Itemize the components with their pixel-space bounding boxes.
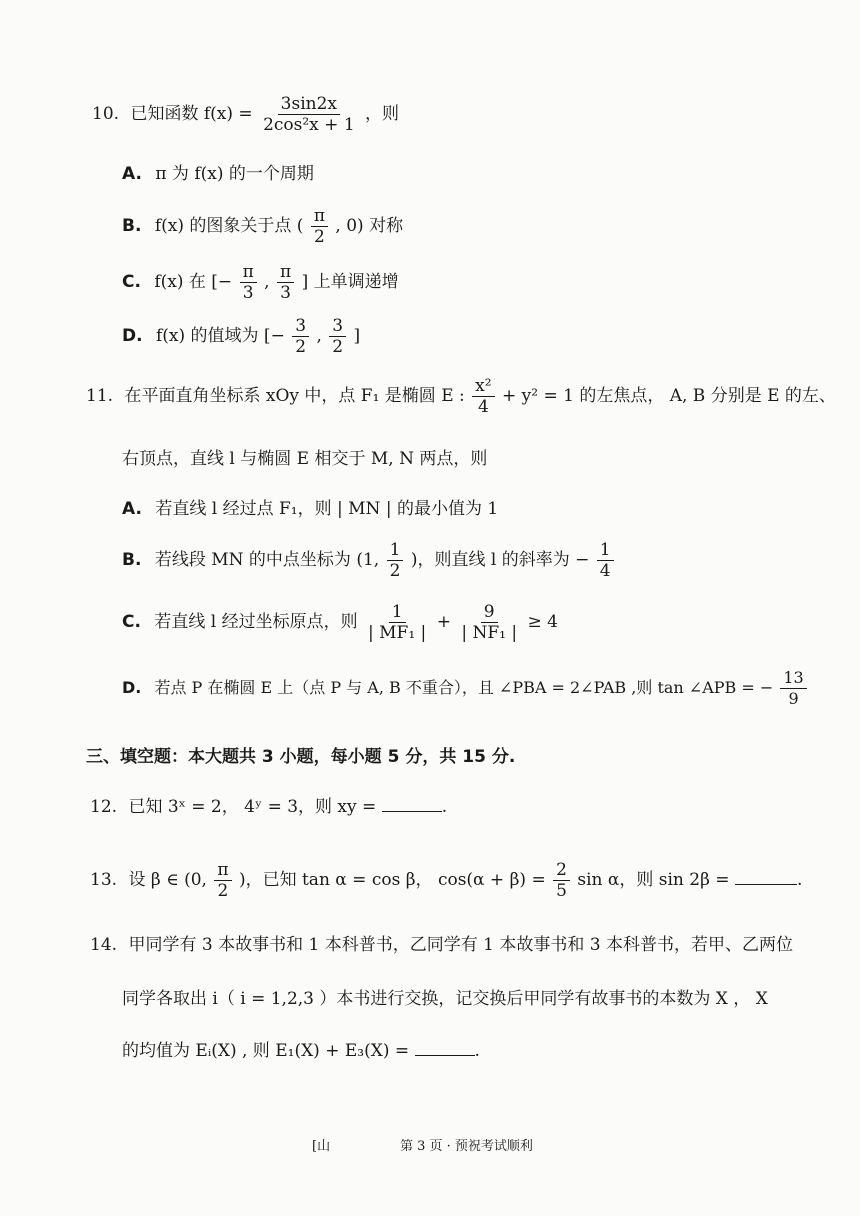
option-text-pre: 若点 P 在椭圆 E 上（点 P 与 A, B 不重合），且 ∠PBA = 2∠PAB ,则 tan ∠APB = − <box>154 678 774 697</box>
frac-num: 13 <box>780 668 806 689</box>
option-fraction-1 <box>387 540 404 581</box>
q10-option-d <box>122 316 360 357</box>
option-label: B. <box>122 216 142 236</box>
option-fraction-1 <box>292 316 309 357</box>
footer-mark: [山 <box>312 1139 331 1154</box>
q11-stem-post: + y² = 1 的左焦点， A, B 分别是 E 的左、 <box>501 386 836 406</box>
q14-text-line3: 的均值为 Eᵢ(X) , 则 E₁(X) + E₃(X) = <box>122 1041 410 1061</box>
frac-num: 1 <box>387 540 404 561</box>
option-fraction-1 <box>365 602 429 643</box>
q11-stem <box>86 376 836 417</box>
frac-den: 4 <box>477 397 489 417</box>
frac-den: 2 <box>217 881 229 901</box>
option-fraction-2 <box>597 540 614 581</box>
q14-line3 <box>122 1040 480 1062</box>
frac-den: | MF₁ | <box>368 623 427 643</box>
q10-frac-num: 3sin2x <box>278 94 340 115</box>
section-heading: 三、填空题：本大题共 3 小题，每小题 5 分，共 15 分. <box>86 747 516 767</box>
answer-blank <box>735 870 797 885</box>
option-label: C. <box>122 272 141 292</box>
q12 <box>90 796 447 818</box>
option-fraction <box>311 206 328 247</box>
option-text-post: ] 上单调递增 <box>301 272 399 292</box>
frac-num: 2 <box>553 860 570 881</box>
option-fraction-2 <box>458 602 520 643</box>
option-text-pre: f(x) 的图象关于点 ( <box>154 216 304 236</box>
q11-stem-pre: 在平面直角坐标系 xOy 中，点 F₁ 是椭圆 E : <box>124 386 465 406</box>
frac-num: π <box>311 206 328 227</box>
option-text-pre: 若直线 l 经过坐标原点，则 <box>154 612 358 632</box>
option-label: C. <box>122 612 141 632</box>
frac-num: π <box>277 262 294 283</box>
q13-fraction-2 <box>553 860 570 901</box>
option-text-post: , 0) 对称 <box>335 216 404 236</box>
q12-text: 已知 3ˣ = 2， 4ʸ = 3，则 xy = <box>128 797 377 817</box>
q11-stem-line2: 右顶点，直线 l 与椭圆 E 相交于 M, N 两点，则 <box>122 449 488 469</box>
q10-stem <box>92 94 399 135</box>
q14-number: 14. <box>90 935 118 955</box>
option-fraction-2 <box>277 262 294 303</box>
option-fraction-2 <box>329 316 346 357</box>
frac-num: 1 <box>597 540 614 561</box>
option-label: B. <box>122 550 142 570</box>
option-text-post: ≥ 4 <box>527 612 558 632</box>
q10-stem-post: ，则 <box>365 104 400 124</box>
option-fraction-1 <box>240 262 257 303</box>
frac-den: 9 <box>788 689 799 708</box>
q13 <box>90 860 802 901</box>
q13-post: sin α，则 sin 2β = <box>577 870 730 890</box>
option-text-post: ] <box>353 326 361 346</box>
q10-option-c <box>122 262 399 303</box>
option-label: D. <box>122 326 143 346</box>
q10-option-a <box>122 163 314 185</box>
q12-number: 12. <box>90 797 118 817</box>
option-text-pre: 若线段 MN 的中点坐标为 (1, <box>154 550 380 570</box>
q14-line1 <box>90 934 793 956</box>
q13-pre: 设 β ∈ (0, <box>128 870 207 890</box>
option-text: π 为 f(x) 的一个周期 <box>155 164 314 184</box>
option-text-mid: )，则直线 l 的斜率为 − <box>410 550 590 570</box>
frac-den: 4 <box>599 561 611 581</box>
footer-page-text: 第 3 页 · 预祝考试顺利 <box>400 1139 533 1154</box>
q13-fraction-1 <box>214 860 231 901</box>
option-text-mid: , <box>264 272 270 292</box>
option-fraction <box>780 668 806 709</box>
frac-num: 3 <box>329 316 346 337</box>
q10-stem-pre: 已知函数 f(x) = <box>130 104 253 124</box>
option-label: A. <box>122 499 142 519</box>
q11-fraction <box>472 376 494 417</box>
option-text: 若直线 l 经过点 F₁，则 | MN | 的最小值为 1 <box>155 499 499 519</box>
option-text-mid: + <box>436 612 451 632</box>
q13-end: . <box>796 870 803 890</box>
frac-num: π <box>240 262 257 283</box>
frac-den: 3 <box>280 283 291 303</box>
q10-option-b <box>122 206 403 247</box>
option-label: D. <box>122 678 142 697</box>
frac-den: 2 <box>314 227 325 247</box>
frac-num: 9 <box>481 602 498 623</box>
q10-number: 10. <box>92 104 120 124</box>
frac-den: 3 <box>242 283 254 303</box>
frac-den: 2 <box>389 561 401 581</box>
frac-num: x² <box>472 376 494 397</box>
frac-num: 3 <box>292 316 309 337</box>
q10-frac-den: 2cos²x + 1 <box>263 115 355 135</box>
q14-line2: 同学各取出 i（ i = 1,2,3 ）本书进行交换，记交换后甲同学有故事书的本数为 X ， X <box>122 989 768 1009</box>
frac-den: 2 <box>332 337 344 357</box>
answer-blank <box>415 1041 475 1056</box>
answer-blank <box>382 797 442 812</box>
option-text-mid: , <box>316 326 322 346</box>
q14-text-line1: 甲同学有 3 本故事书和 1 本科普书，乙同学有 1 本故事书和 3 本科普书，若甲、乙两位 <box>128 935 793 955</box>
q10-fraction <box>260 94 358 135</box>
frac-den: 2 <box>295 337 307 357</box>
q11-option-a <box>122 498 498 520</box>
q12-end: . <box>441 797 448 817</box>
q11-number: 11. <box>86 386 114 406</box>
option-text-pre: f(x) 的值域为 [− <box>155 326 285 346</box>
frac-den: 5 <box>556 881 567 901</box>
frac-den: | NF₁ | <box>461 623 518 643</box>
frac-num: 1 <box>389 602 406 623</box>
q11-option-c <box>122 602 558 643</box>
q13-mid: )，已知 tan α = cos β， cos(α + β) = <box>238 870 546 890</box>
q14-end: . <box>474 1041 480 1061</box>
option-label: A. <box>122 164 142 184</box>
frac-num: π <box>214 860 231 881</box>
q13-number: 13. <box>90 870 118 890</box>
option-text-pre: f(x) 在 [− <box>154 272 233 292</box>
q11-option-b <box>122 540 616 581</box>
q11-option-d <box>122 668 809 709</box>
